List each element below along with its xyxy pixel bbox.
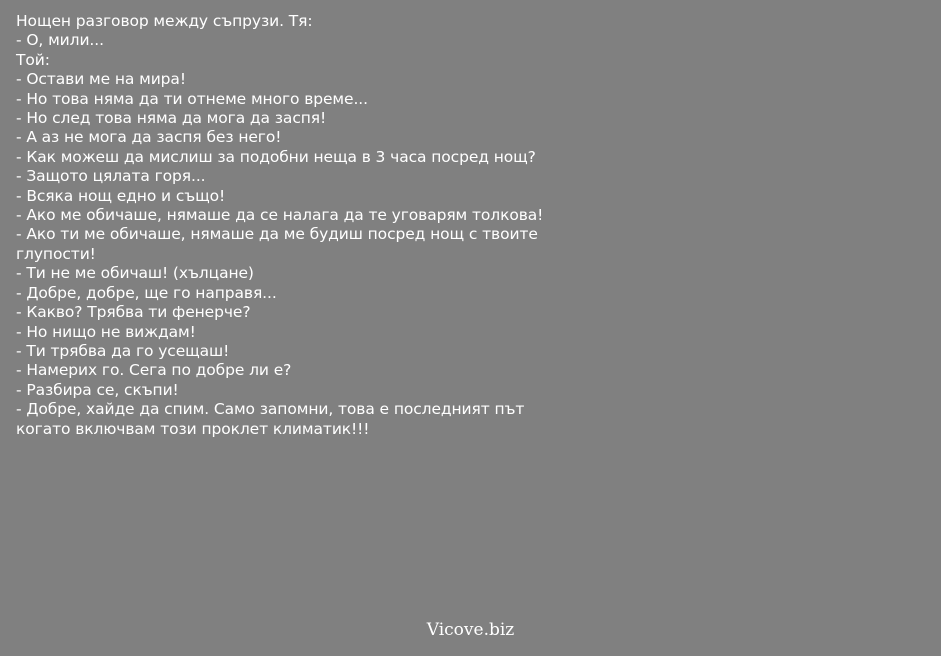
joke-line: - Но това няма да ти отнеме много време... [16, 89, 368, 108]
joke-line: - Как можеш да мислиш за подобни неща в 3 часа посред нощ? [16, 147, 536, 166]
joke-line: - Защото цялата горя... [16, 167, 206, 186]
joke-line: - Добре, добре, ще го направя... [16, 283, 277, 302]
joke-line: - Всяка нощ едно и също! [16, 186, 226, 205]
joke-line: - О, мили... [16, 31, 104, 50]
site-watermark: Vicove.biz [426, 620, 515, 640]
joke-line: - А аз не мога да заспя без него! [16, 128, 282, 147]
joke-line: - Остави ме на мира! [16, 70, 186, 89]
joke-line: - Добре, хайде да спим. Само запомни, това е последният път когато включвам този проклет климатик!!! [16, 400, 525, 438]
joke-line: - Разбира се, скъпи! [16, 380, 179, 399]
joke-line: - Ти не ме обичаш! (хълцане) [16, 264, 254, 283]
joke-line: - Какво? Трябва ти фенерче? [16, 303, 251, 322]
joke-text [16, 12, 556, 439]
joke-line: - Намерих го. Сега по добре ли е? [16, 361, 292, 380]
joke-line: - Ако ме обичаше, нямаше да се налага да те уговарям толкова! [16, 206, 544, 225]
joke-line: - Но нищо не виждам! [16, 322, 196, 341]
joke-line: Нощен разговор между съпрузи. Тя: [16, 12, 313, 30]
joke-line: Той: [16, 50, 50, 69]
joke-line: - Ти трябва да го усещаш! [16, 341, 230, 360]
joke-line: - Но след това няма да мога да заспя! [16, 109, 327, 128]
joke-line: - Ако ти ме обичаше, нямаше да ме будиш посред нощ с твоите глупости! [16, 225, 538, 263]
